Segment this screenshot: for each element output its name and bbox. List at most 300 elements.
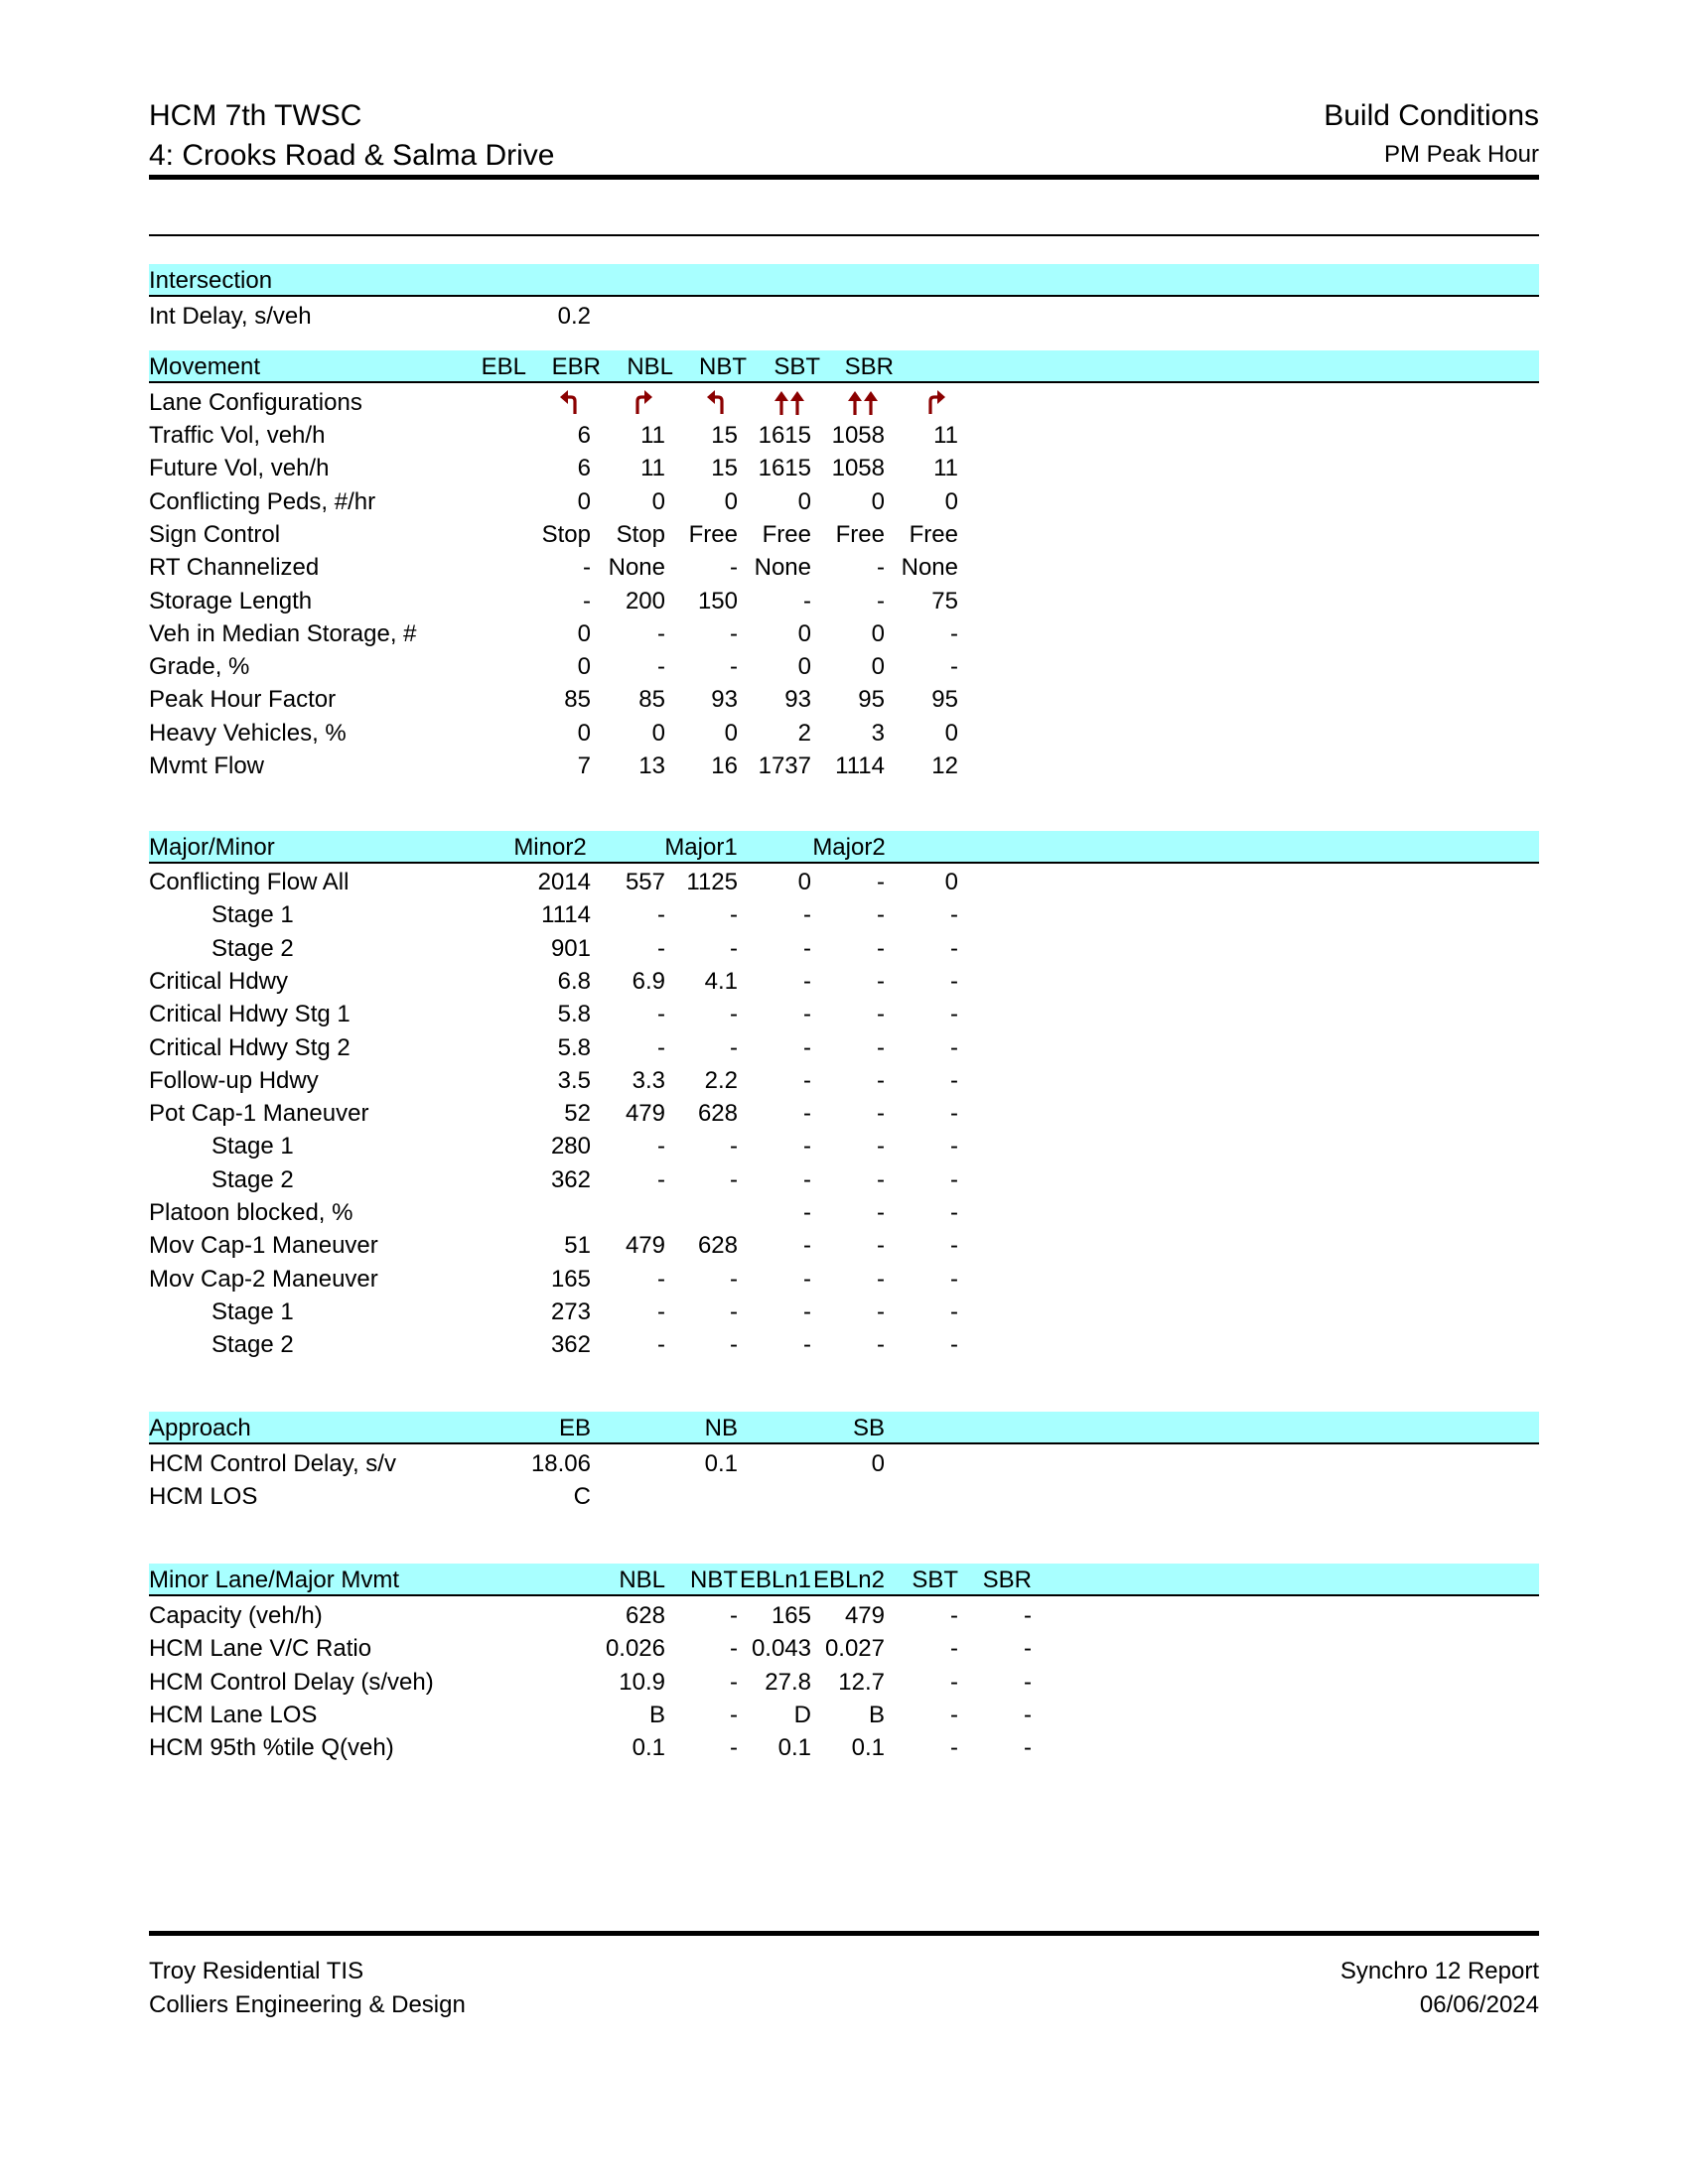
table-row — [149, 683, 1539, 716]
table-cell: Stop — [541, 520, 591, 548]
table-cell: D — [793, 1701, 811, 1728]
table-cell: - — [657, 1331, 665, 1359]
right-turn-arrow-icon — [918, 386, 954, 419]
table-cell: - — [1024, 1668, 1032, 1696]
column-header-eb: EB — [558, 1415, 591, 1441]
table-cell: 5.8 — [557, 1001, 591, 1028]
table-cell: 628 — [697, 1100, 738, 1128]
footer-rule — [149, 1931, 1539, 1936]
row-label: Traffic Vol, veh/h — [149, 422, 326, 449]
right-turn-arrow-icon — [626, 386, 661, 419]
table-cell: 18.06 — [530, 1450, 591, 1477]
table-cell: - — [730, 1734, 738, 1762]
table-row — [149, 866, 1539, 898]
table-cell: - — [730, 1297, 738, 1325]
table-cell: 95 — [858, 686, 885, 714]
table-cell: - — [803, 1265, 811, 1293]
table-row — [149, 932, 1539, 965]
table-cell: - — [730, 1033, 738, 1061]
table-cell: 0.027 — [824, 1635, 885, 1663]
table-cell: 27.8 — [765, 1668, 811, 1696]
table-cell: 0 — [797, 869, 811, 895]
column-header-nbt: NBT — [690, 1567, 738, 1593]
table-cell: - — [730, 934, 738, 962]
table-cell: 280 — [550, 1133, 591, 1160]
table-cell: 95 — [931, 686, 958, 714]
table-cell: 93 — [711, 686, 738, 714]
table-cell: 15 — [711, 455, 738, 482]
table-cell: 1615 — [758, 455, 811, 482]
table-cell: - — [730, 1331, 738, 1359]
table-cell: 1737 — [758, 752, 811, 779]
left-turn-arrow-icon — [551, 386, 587, 419]
table-cell: - — [877, 1001, 885, 1028]
table-cell: - — [950, 1701, 958, 1728]
row-label: Heavy Vehicles, % — [149, 719, 347, 747]
column-header-ebln2: EBLn2 — [812, 1567, 885, 1593]
intersection-name: 4: Crooks Road & Salma Drive — [149, 139, 555, 172]
major-minor-band — [149, 831, 1539, 864]
table-cell: 3.5 — [557, 1066, 591, 1094]
table-row — [149, 1163, 1539, 1196]
table-cell: 0 — [871, 487, 885, 515]
table-row — [149, 300, 1539, 333]
table-cell: - — [877, 1165, 885, 1193]
table-cell: 479 — [844, 1602, 885, 1629]
table-cell: C — [573, 1483, 591, 1511]
row-label: Conflicting Flow All — [149, 869, 350, 895]
table-row — [149, 585, 1539, 617]
table-cell: 3.3 — [632, 1066, 665, 1094]
row-label: HCM 95th %tile Q(veh) — [149, 1734, 394, 1762]
row-label: Critical Hdwy Stg 1 — [149, 1001, 351, 1028]
table-cell: 479 — [625, 1232, 665, 1260]
table-cell: Free — [688, 520, 738, 548]
table-cell: 0.1 — [777, 1734, 811, 1762]
table-cell: - — [803, 1033, 811, 1061]
row-label: Grade, % — [149, 653, 250, 681]
table-row — [149, 485, 1539, 518]
table-cell: 4.1 — [704, 967, 738, 995]
column-header-sbr: SBR — [982, 1567, 1032, 1593]
table-row — [149, 717, 1539, 750]
row-label: Future Vol, veh/h — [149, 455, 330, 482]
table-cell: 1125 — [686, 869, 738, 895]
row-label: Critical Hdwy Stg 2 — [149, 1033, 351, 1061]
table-cell: 0.043 — [751, 1635, 811, 1663]
table-cell: - — [950, 1033, 958, 1061]
table-cell: 13 — [638, 752, 665, 779]
table-cell: - — [803, 934, 811, 962]
table-cell: - — [657, 1297, 665, 1325]
table-row — [149, 1666, 1539, 1699]
table-cell: - — [657, 901, 665, 929]
project-name: Troy Residential TIS — [149, 1958, 364, 1984]
table-row — [149, 1447, 1539, 1480]
column-header-ebln1: EBLn1 — [739, 1567, 811, 1593]
row-label: Mvmt Flow — [149, 752, 264, 779]
table-cell: Free — [762, 520, 811, 548]
column-header-sbr: SBR — [844, 353, 894, 380]
scenario-name: Build Conditions — [1324, 99, 1539, 132]
table-cell: 0 — [724, 487, 738, 515]
table-cell: - — [730, 1602, 738, 1629]
table-cell: 11 — [933, 455, 958, 482]
row-label: Stage 2 — [211, 934, 294, 962]
table-row — [149, 998, 1539, 1030]
table-cell: Stop — [616, 520, 665, 548]
header-divider — [149, 234, 1539, 236]
table-cell: - — [950, 619, 958, 647]
table-cell: - — [950, 1165, 958, 1193]
table-cell: 0 — [944, 719, 958, 747]
table-cell: 0 — [651, 719, 665, 747]
table-cell: 1058 — [831, 455, 885, 482]
table-row — [149, 1229, 1539, 1262]
table-row — [149, 1031, 1539, 1064]
table-cell: 16 — [711, 752, 738, 779]
table-cell: - — [657, 1033, 665, 1061]
table-row — [149, 1296, 1539, 1328]
table-cell: - — [950, 1265, 958, 1293]
row-label: HCM Lane V/C Ratio — [149, 1635, 372, 1663]
table-cell: 901 — [550, 934, 591, 962]
table-cell: - — [730, 1133, 738, 1160]
intersection-band-label: Intersection — [149, 267, 273, 294]
table-cell: Free — [909, 520, 958, 548]
table-cell: 6 — [577, 422, 591, 449]
table-cell: - — [803, 1232, 811, 1260]
table-cell: 362 — [550, 1165, 591, 1193]
table-row — [149, 1097, 1539, 1130]
lane-band — [149, 1564, 1539, 1596]
table-cell: - — [730, 1001, 738, 1028]
double-through-arrow-icon — [845, 386, 881, 419]
table-cell: - — [730, 1668, 738, 1696]
table-cell: B — [868, 1701, 885, 1728]
report-date: 06/06/2024 — [1419, 1991, 1539, 2018]
table-cell: 0 — [871, 619, 885, 647]
column-header-sb: SB — [852, 1415, 885, 1441]
table-cell: - — [877, 1232, 885, 1260]
row-label: Mov Cap-1 Maneuver — [149, 1232, 378, 1260]
table-row — [149, 1263, 1539, 1296]
table-cell: 75 — [931, 587, 958, 614]
row-label: Stage 1 — [211, 1297, 294, 1325]
table-cell: - — [657, 934, 665, 962]
group-header-major1: Major1 — [664, 834, 738, 861]
table-cell: 2014 — [537, 869, 591, 895]
table-cell: - — [730, 1265, 738, 1293]
row-label: HCM LOS — [149, 1483, 258, 1511]
row-label: Platoon blocked, % — [149, 1199, 353, 1226]
table-cell: - — [803, 1066, 811, 1094]
table-cell: - — [877, 554, 885, 582]
header-rule — [149, 175, 1539, 180]
table-cell: - — [803, 1165, 811, 1193]
table-cell: - — [730, 1165, 738, 1193]
table-cell: - — [1024, 1602, 1032, 1629]
table-cell: - — [877, 1066, 885, 1094]
row-label: Critical Hdwy — [149, 967, 289, 995]
table-row — [149, 965, 1539, 998]
table-cell: - — [950, 1734, 958, 1762]
table-cell: 1114 — [541, 901, 591, 929]
row-label: HCM Lane LOS — [149, 1701, 318, 1728]
table-cell: - — [730, 653, 738, 681]
table-cell: 12.7 — [838, 1668, 885, 1696]
table-row — [149, 518, 1539, 551]
int-delay-value: 0.2 — [557, 303, 591, 330]
table-row — [149, 1328, 1539, 1361]
intersection-band — [149, 264, 1539, 297]
table-cell: - — [950, 934, 958, 962]
table-cell: - — [950, 1232, 958, 1260]
table-cell: 51 — [564, 1232, 591, 1260]
table-cell: 6 — [577, 455, 591, 482]
table-cell: - — [877, 1331, 885, 1359]
double-through-arrow-icon — [772, 386, 807, 419]
table-cell: - — [583, 587, 591, 614]
table-cell: 200 — [625, 587, 665, 614]
table-cell: None — [754, 554, 811, 582]
table-cell: 11 — [933, 422, 958, 449]
row-label: Storage Length — [149, 587, 313, 614]
table-cell: 479 — [625, 1100, 665, 1128]
table-cell: 0 — [944, 869, 958, 895]
table-cell: 15 — [711, 422, 738, 449]
row-label: RT Channelized — [149, 554, 320, 582]
table-cell: - — [877, 934, 885, 962]
table-row — [149, 1064, 1539, 1097]
row-label: Int Delay, s/veh — [149, 303, 312, 330]
table-cell: 0 — [577, 487, 591, 515]
table-cell: - — [803, 967, 811, 995]
table-cell: 628 — [697, 1232, 738, 1260]
analysis-period: PM Peak Hour — [1383, 141, 1539, 168]
table-cell: - — [803, 1133, 811, 1160]
table-cell: 0 — [871, 1450, 885, 1477]
table-cell: 0 — [651, 487, 665, 515]
group-header-major2: Major2 — [812, 834, 886, 861]
table-row — [149, 898, 1539, 931]
row-label: Pot Cap-1 Maneuver — [149, 1100, 369, 1128]
table-cell: 0.1 — [632, 1734, 665, 1762]
table-cell: - — [657, 1133, 665, 1160]
table-cell: - — [950, 1331, 958, 1359]
table-row — [149, 1632, 1539, 1665]
table-cell: - — [950, 1133, 958, 1160]
row-label: Stage 2 — [211, 1331, 294, 1359]
table-cell: 165 — [550, 1265, 591, 1293]
table-cell: None — [608, 554, 665, 582]
row-label: Stage 2 — [211, 1165, 294, 1193]
table-cell: - — [730, 1635, 738, 1663]
report-software: Synchro 12 Report — [1339, 1958, 1539, 1984]
table-cell: - — [657, 1165, 665, 1193]
table-cell: 0 — [797, 619, 811, 647]
table-cell: 557 — [625, 869, 665, 895]
row-label: Conflicting Peds, #/hr — [149, 487, 376, 515]
table-cell: 0.1 — [704, 1450, 738, 1477]
table-cell: - — [730, 554, 738, 582]
table-cell: - — [1024, 1734, 1032, 1762]
company-name: Colliers Engineering & Design — [149, 1991, 466, 2018]
table-cell: - — [950, 1100, 958, 1128]
movement-band — [149, 350, 1539, 383]
table-cell: - — [950, 901, 958, 929]
column-header-sbt: SBT — [912, 1567, 958, 1593]
table-cell: - — [803, 1297, 811, 1325]
row-label: HCM Control Delay, s/v — [149, 1450, 396, 1477]
table-cell: - — [950, 1668, 958, 1696]
table-cell: - — [803, 587, 811, 614]
table-cell: 5.8 — [557, 1033, 591, 1061]
table-cell: - — [803, 1331, 811, 1359]
table-cell: 2.2 — [704, 1066, 738, 1094]
table-row — [149, 1599, 1539, 1632]
row-label: Sign Control — [149, 520, 281, 548]
table-cell: - — [803, 1001, 811, 1028]
table-cell: - — [657, 1265, 665, 1293]
row-label: Peak Hour Factor — [149, 686, 337, 714]
table-cell: 1058 — [831, 422, 885, 449]
table-cell: - — [877, 869, 885, 895]
table-row — [149, 617, 1539, 650]
table-cell: 10.9 — [619, 1668, 665, 1696]
row-label: Stage 1 — [211, 901, 294, 929]
lane-band-label: Minor Lane/Major Mvmt — [149, 1567, 400, 1593]
table-cell: - — [950, 1602, 958, 1629]
table-cell: 85 — [564, 686, 591, 714]
table-cell: 1114 — [835, 752, 885, 779]
table-row — [149, 419, 1539, 452]
table-cell: - — [877, 1297, 885, 1325]
table-cell: 362 — [550, 1331, 591, 1359]
report-title: HCM 7th TWSC — [149, 99, 362, 132]
table-cell: 0 — [944, 487, 958, 515]
column-header-ebl: EBL — [481, 353, 526, 380]
table-cell: - — [950, 967, 958, 995]
group-header-minor2: Minor2 — [513, 834, 587, 861]
table-cell: 7 — [577, 752, 591, 779]
table-row — [149, 1480, 1539, 1513]
column-header-nbl: NBL — [627, 353, 673, 380]
row-label: Lane Configurations — [149, 389, 362, 416]
table-cell: 6.9 — [632, 967, 665, 995]
column-header-ebr: EBR — [551, 353, 601, 380]
table-cell: 0.026 — [605, 1635, 665, 1663]
table-cell: 0 — [577, 619, 591, 647]
table-cell: - — [730, 619, 738, 647]
table-cell: - — [877, 901, 885, 929]
table-cell: - — [877, 1033, 885, 1061]
row-label: Stage 1 — [211, 1133, 294, 1160]
table-cell: 0 — [577, 719, 591, 747]
table-cell: - — [657, 1001, 665, 1028]
table-cell: 2 — [797, 719, 811, 747]
table-cell: - — [730, 1701, 738, 1728]
table-cell: - — [803, 1199, 811, 1226]
table-cell: 150 — [697, 587, 738, 614]
table-cell: 0 — [797, 487, 811, 515]
table-cell: 93 — [784, 686, 811, 714]
table-cell: - — [730, 901, 738, 929]
table-cell: 6.8 — [557, 967, 591, 995]
table-cell: - — [803, 901, 811, 929]
table-cell: - — [877, 587, 885, 614]
table-cell: - — [950, 1635, 958, 1663]
table-cell: 0.1 — [851, 1734, 885, 1762]
approach-band — [149, 1412, 1539, 1444]
row-label: Capacity (veh/h) — [149, 1602, 323, 1629]
column-header-nb: NB — [704, 1415, 738, 1441]
table-cell: - — [950, 653, 958, 681]
table-row — [149, 452, 1539, 484]
table-cell: - — [657, 619, 665, 647]
table-cell: 11 — [640, 455, 665, 482]
table-row — [149, 1130, 1539, 1162]
column-header-nbl: NBL — [619, 1567, 665, 1593]
table-cell: 0 — [577, 653, 591, 681]
table-cell: 85 — [638, 686, 665, 714]
table-cell: - — [950, 1066, 958, 1094]
table-cell: - — [1024, 1701, 1032, 1728]
table-cell: - — [877, 967, 885, 995]
table-cell: - — [950, 1001, 958, 1028]
approach-band-label: Approach — [149, 1415, 251, 1441]
table-cell: - — [950, 1297, 958, 1325]
table-cell: 52 — [564, 1100, 591, 1128]
table-cell: 165 — [771, 1602, 811, 1629]
row-label: Mov Cap-2 Maneuver — [149, 1265, 378, 1293]
table-cell: - — [950, 1199, 958, 1226]
movement-band-label: Movement — [149, 353, 261, 380]
table-cell: 0 — [871, 653, 885, 681]
lane-configurations-row — [149, 386, 1539, 419]
table-cell: 3 — [871, 719, 885, 747]
table-cell: - — [877, 1199, 885, 1226]
table-row — [149, 750, 1539, 782]
column-header-sbt: SBT — [774, 353, 820, 380]
table-cell: 1615 — [758, 422, 811, 449]
table-cell: - — [1024, 1635, 1032, 1663]
table-row — [149, 650, 1539, 683]
table-row — [149, 1699, 1539, 1731]
table-row — [149, 551, 1539, 584]
table-cell: 0 — [797, 653, 811, 681]
row-label: HCM Control Delay (s/veh) — [149, 1668, 434, 1696]
table-cell: 0 — [724, 719, 738, 747]
table-cell: 11 — [640, 422, 665, 449]
table-cell: 273 — [550, 1297, 591, 1325]
table-cell: 628 — [625, 1602, 665, 1629]
table-cell: - — [877, 1100, 885, 1128]
table-cell: B — [648, 1701, 665, 1728]
table-cell: 12 — [931, 752, 958, 779]
table-cell: - — [803, 1100, 811, 1128]
table-cell: - — [657, 653, 665, 681]
row-label: Veh in Median Storage, # — [149, 619, 417, 647]
table-cell: Free — [835, 520, 885, 548]
row-label: Follow-up Hdwy — [149, 1066, 319, 1094]
table-row — [149, 1731, 1539, 1764]
major-minor-band-label: Major/Minor — [149, 834, 275, 861]
column-header-nbt: NBT — [699, 353, 747, 380]
table-cell: - — [583, 554, 591, 582]
table-row — [149, 1196, 1539, 1229]
table-cell: - — [877, 1133, 885, 1160]
